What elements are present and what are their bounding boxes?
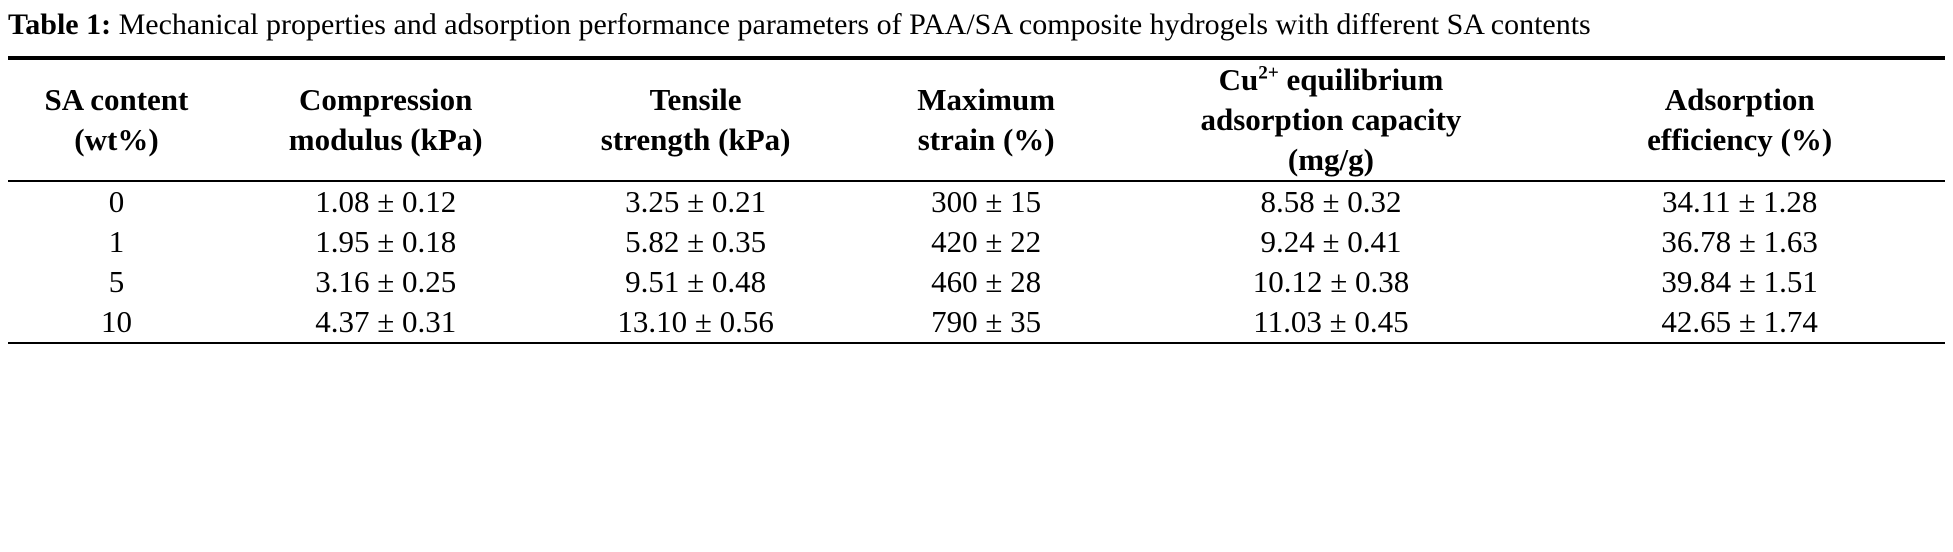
data-table xyxy=(8,56,1945,344)
table-row xyxy=(8,302,1945,343)
column-header-adsorption-efficiency-line1: Adsorption xyxy=(1664,82,1815,117)
cell-sa-content: 5 xyxy=(108,264,125,299)
cell-adsorption-capacity: 9.24 ± 0.41 xyxy=(1260,224,1402,259)
cell-maximum-strain: 300 ± 15 xyxy=(931,184,1042,219)
table-head xyxy=(8,58,1945,182)
column-header-sa-content xyxy=(8,60,225,181)
cell-compression-modulus: 1.08 ± 0.12 xyxy=(315,184,457,219)
cu-charge-superscript: 2+ xyxy=(1258,62,1279,84)
cell-maximum-strain: 420 ± 22 xyxy=(931,224,1042,259)
cell-sa-content: 1 xyxy=(108,224,125,259)
table-caption-label: Table 1: xyxy=(8,8,112,41)
column-header-adsorption-efficiency xyxy=(1534,60,1945,181)
column-header-adsorption-capacity-line2: adsorption capacity xyxy=(1200,102,1462,137)
column-header-maximum-strain-line2: strain (%) xyxy=(917,122,1055,157)
table-body xyxy=(8,182,1945,344)
cell-tensile-strength: 3.25 ± 0.21 xyxy=(625,184,767,219)
column-header-tensile-strength-line2: strength (kPa) xyxy=(600,122,791,157)
cell-maximum-strain: 790 ± 35 xyxy=(931,304,1042,339)
cell-compression-modulus: 1.95 ± 0.18 xyxy=(315,224,457,259)
column-header-sa-content-line1: SA content xyxy=(44,82,189,117)
cell-sa-content: 0 xyxy=(108,184,125,219)
column-header-adsorption-efficiency-line2: efficiency (%) xyxy=(1647,122,1833,157)
cu-symbol: Cu xyxy=(1218,62,1259,97)
table-row xyxy=(8,182,1945,222)
cell-tensile-strength: 9.51 ± 0.48 xyxy=(625,264,767,299)
cell-maximum-strain: 460 ± 28 xyxy=(931,264,1042,299)
cell-compression-modulus: 3.16 ± 0.25 xyxy=(315,264,457,299)
column-header-maximum-strain-line1: Maximum xyxy=(917,82,1056,117)
cell-compression-modulus: 4.37 ± 0.31 xyxy=(315,304,457,339)
table-row xyxy=(8,262,1945,302)
cell-adsorption-capacity: 8.58 ± 0.32 xyxy=(1260,184,1402,219)
column-header-tensile-strength-line1: Tensile xyxy=(649,82,742,117)
cell-tensile-strength: 13.10 ± 0.56 xyxy=(617,304,774,339)
cell-adsorption-efficiency: 36.78 ± 1.63 xyxy=(1661,224,1818,259)
column-header-compression-modulus-line1: Compression xyxy=(299,82,473,117)
column-header-adsorption-capacity-line1 xyxy=(1128,60,1535,100)
equilibrium-word: equilibrium xyxy=(1278,62,1444,97)
column-header-maximum-strain xyxy=(845,60,1128,181)
column-header-tensile-strength xyxy=(546,60,844,181)
column-header-adsorption-capacity xyxy=(1128,60,1535,181)
cell-adsorption-efficiency: 34.11 ± 1.28 xyxy=(1661,184,1818,219)
table-row xyxy=(8,222,1945,262)
column-header-sa-content-line2: (wt%) xyxy=(74,122,159,157)
table-caption xyxy=(8,0,1945,44)
table-caption-text: Mechanical properties and adsorption performance parameters of PAA/SA composite hydrogels with different SA contents xyxy=(118,8,1591,41)
cell-tensile-strength: 5.82 ± 0.35 xyxy=(625,224,767,259)
column-header-compression-modulus xyxy=(225,60,547,181)
column-header-compression-modulus-line2: modulus (kPa) xyxy=(288,122,483,157)
bottom-rule xyxy=(8,343,1945,344)
cell-adsorption-capacity: 10.12 ± 0.38 xyxy=(1252,264,1410,299)
cell-sa-content: 10 xyxy=(100,304,132,339)
cell-adsorption-efficiency: 39.84 ± 1.51 xyxy=(1661,264,1818,299)
cell-adsorption-efficiency: 42.65 ± 1.74 xyxy=(1661,304,1818,339)
header-row xyxy=(8,60,1945,181)
cell-adsorption-capacity: 11.03 ± 0.45 xyxy=(1253,304,1409,339)
column-header-adsorption-capacity-line3: (mg/g) xyxy=(1287,142,1374,177)
